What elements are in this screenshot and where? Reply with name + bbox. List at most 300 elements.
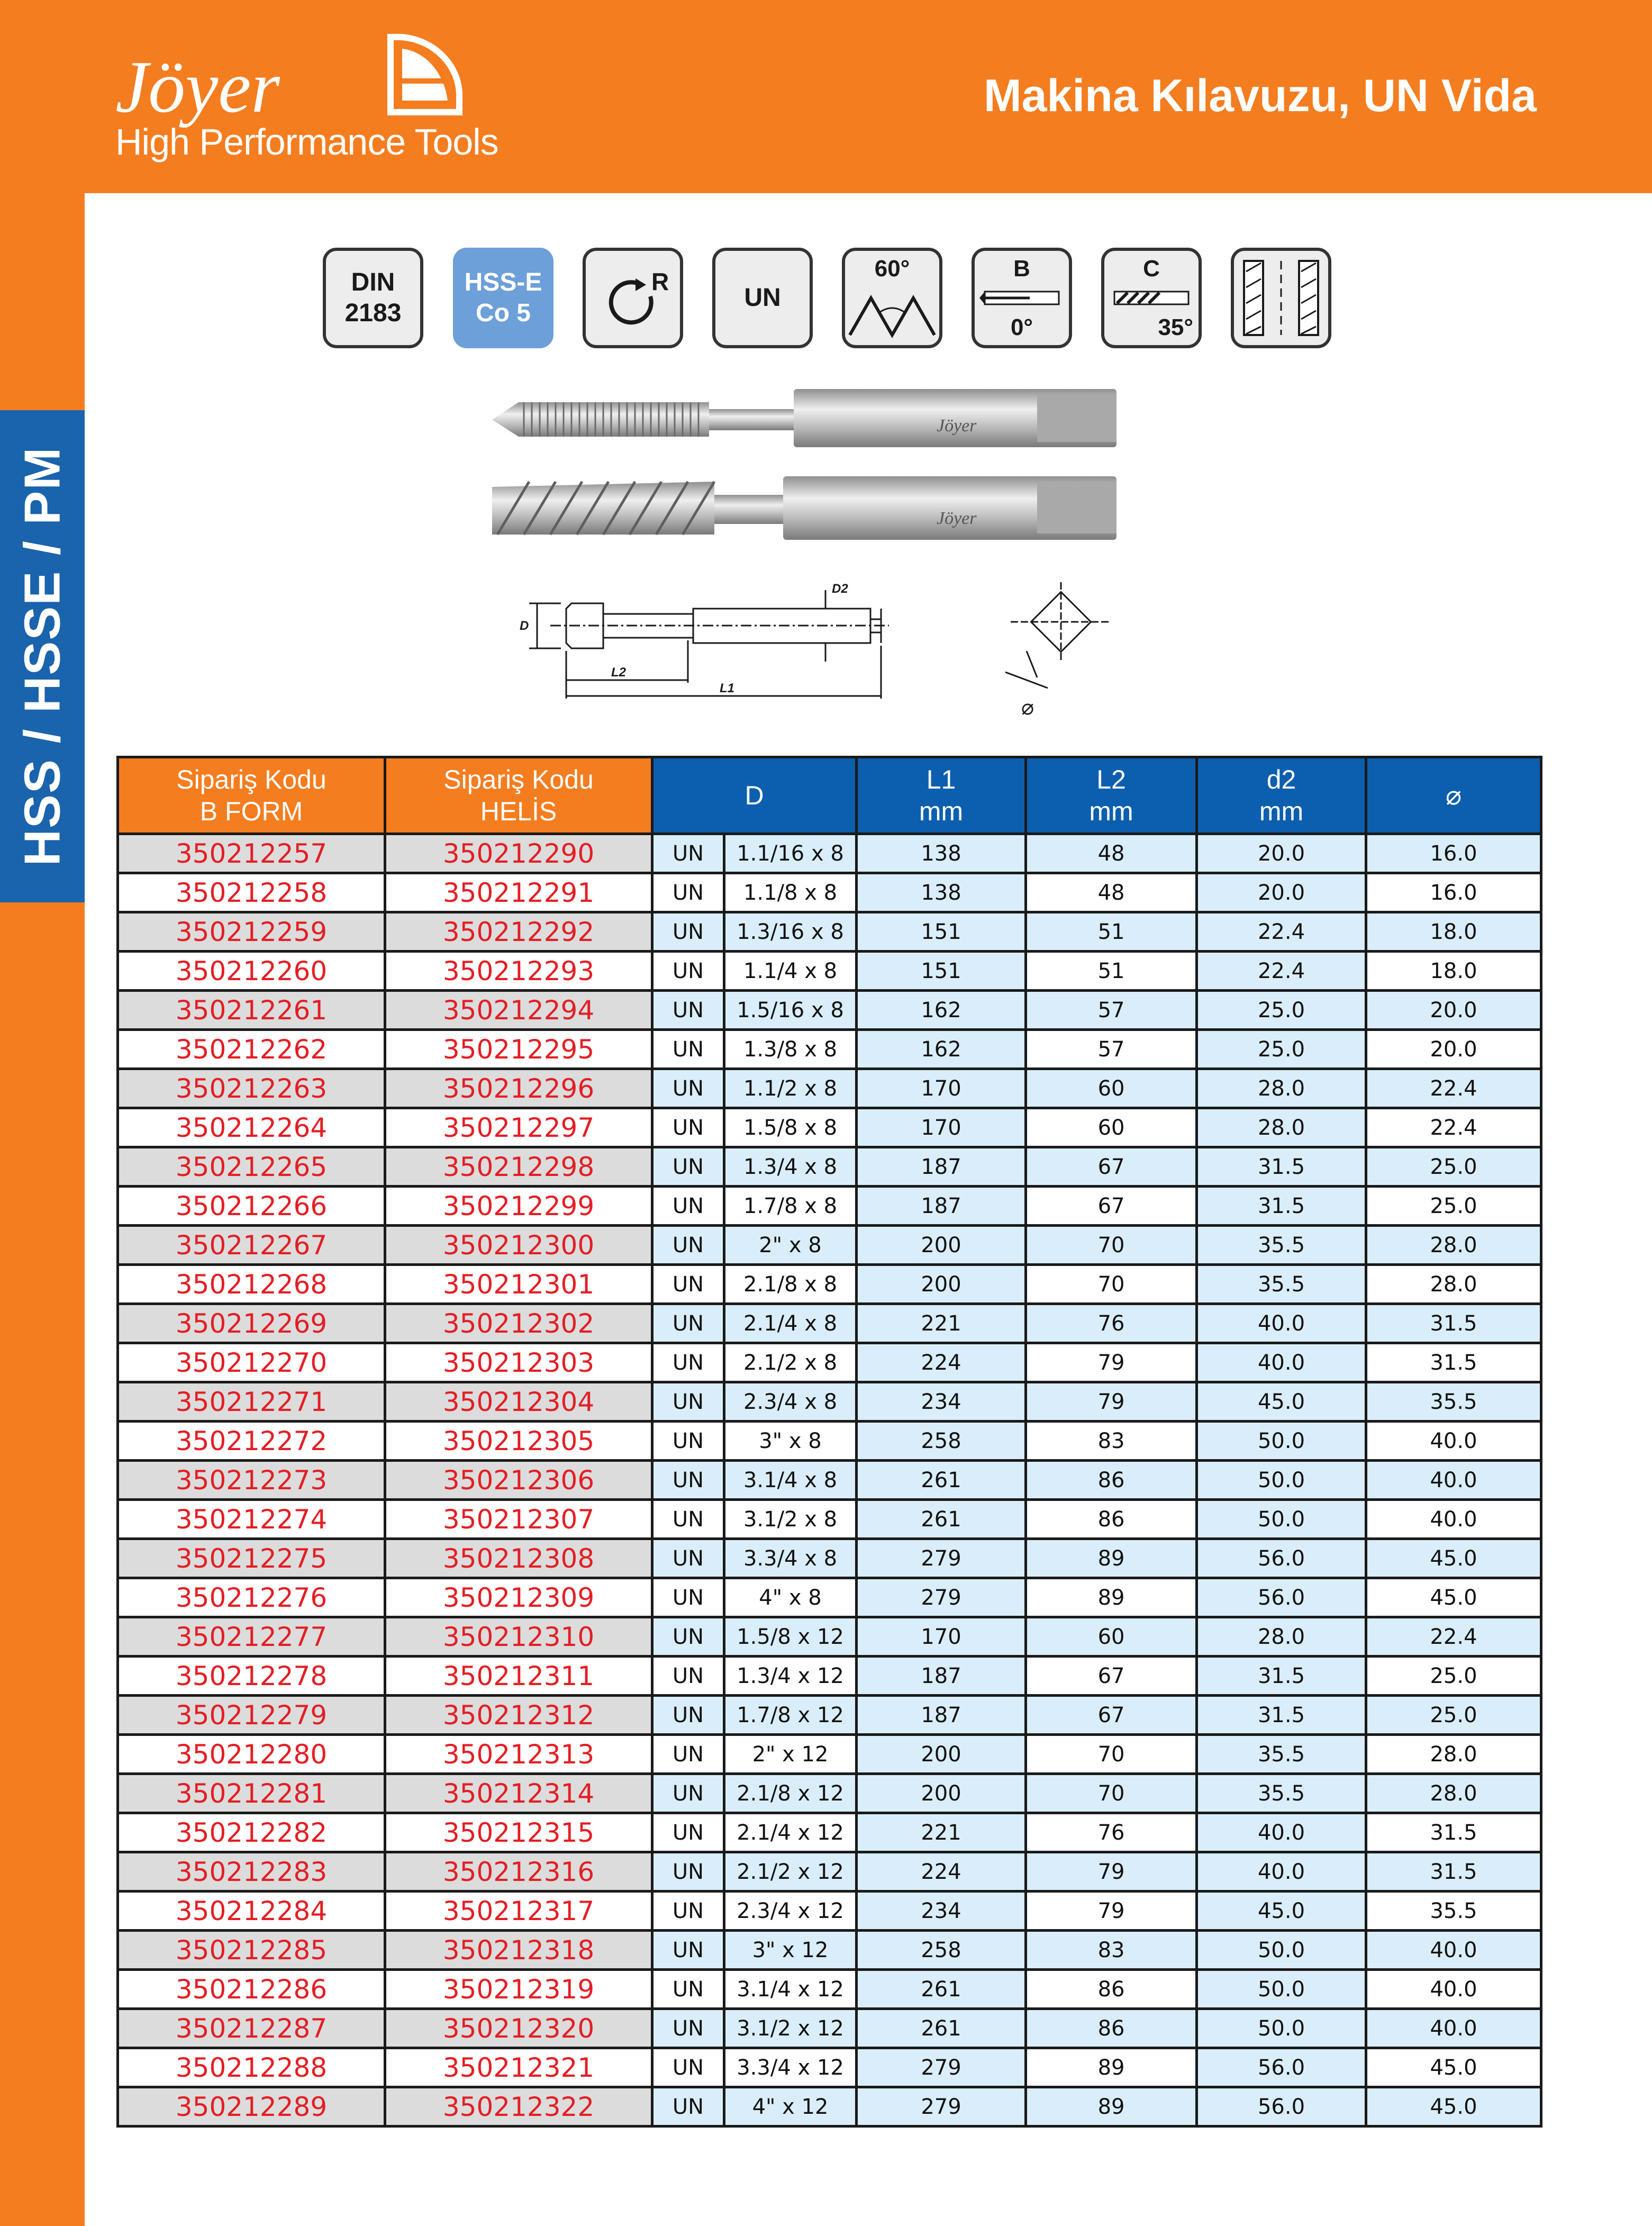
code-b-cell: 350212265: [118, 1147, 385, 1187]
material-hsse-icon: HSS-E Co 5: [453, 248, 553, 348]
thread-type-cell: UN: [652, 952, 724, 991]
table-row: [118, 1696, 1541, 1735]
l2-cell: 89: [1026, 2048, 1197, 2087]
thread-size-cell: 3.3/4 x 8: [724, 1539, 857, 1578]
square-cell: 25.0: [1366, 1187, 1541, 1226]
square-cell: 31.5: [1366, 1813, 1541, 1852]
code-b-cell: 350212259: [118, 912, 385, 952]
thread-size-cell: 2" x 8: [724, 1226, 857, 1265]
l2-cell: 86: [1026, 1970, 1197, 2009]
square-cell: 40.0: [1366, 1931, 1541, 1970]
code-b-cell: 350212269: [118, 1304, 385, 1343]
code-helis-cell: 350212313: [385, 1735, 652, 1774]
code-helis-cell: 350212291: [385, 873, 652, 912]
square-cell: 31.5: [1366, 1343, 1541, 1382]
thread-type-cell: UN: [652, 1265, 724, 1304]
code-b-cell: 350212280: [118, 1735, 385, 1774]
code-b-cell: 350212288: [118, 2048, 385, 2087]
table-row: [118, 2048, 1541, 2087]
code-helis-cell: 350212302: [385, 1304, 652, 1343]
d2-cell: 31.5: [1197, 1696, 1366, 1735]
col-header-l1: L1 mm: [857, 757, 1026, 834]
thread-size-cell: 2.1/2 x 8: [724, 1343, 857, 1382]
square-cell: 31.5: [1366, 1304, 1541, 1343]
code-helis-cell: 350212298: [385, 1147, 652, 1187]
code-helis-cell: 350212320: [385, 2009, 652, 2048]
thread-type-cell: UN: [652, 1970, 724, 2009]
thread-type-cell: UN: [652, 912, 724, 952]
code-b-cell: 350212281: [118, 1774, 385, 1813]
l1-cell: 200: [857, 1265, 1026, 1304]
tool-illustration: [487, 378, 1175, 548]
thread-type-cell: UN: [652, 1892, 724, 1931]
code-helis-cell: 350212308: [385, 1539, 652, 1578]
technical-drawing: [508, 577, 1159, 725]
l1-cell: 279: [857, 1578, 1026, 1617]
square-cell: 20.0: [1366, 1030, 1541, 1069]
l1-cell: 224: [857, 1343, 1026, 1382]
code-b-cell: 350212266: [118, 1187, 385, 1226]
l1-cell: 162: [857, 991, 1026, 1030]
d2-cell: 22.4: [1197, 912, 1366, 952]
d2-cell: 35.5: [1197, 1265, 1366, 1304]
thread-type-cell: UN: [652, 1696, 724, 1735]
spec-table: [116, 756, 1542, 2128]
square-cell: 25.0: [1366, 1147, 1541, 1187]
thread-size-cell: 2.1/8 x 12: [724, 1774, 857, 1813]
page-title: Makina Kılavuzu, UN Vida: [983, 70, 1537, 121]
thread-size-cell: 1.7/8 x 12: [724, 1696, 857, 1735]
code-b-cell: 350212279: [118, 1696, 385, 1735]
l2-cell: 70: [1026, 1265, 1197, 1304]
code-b-cell: 350212283: [118, 1852, 385, 1892]
thread-size-cell: 2.1/8 x 8: [724, 1265, 857, 1304]
table-row: [118, 1461, 1541, 1500]
table-row: [118, 1304, 1541, 1343]
code-helis-cell: 350212316: [385, 1852, 652, 1892]
table-row: [118, 1813, 1541, 1852]
thread-type-cell: UN: [652, 1539, 724, 1578]
code-b-cell: 350212282: [118, 1813, 385, 1852]
table-row: [118, 1500, 1541, 1539]
d2-cell: 56.0: [1197, 2087, 1366, 2127]
d2-cell: 45.0: [1197, 1892, 1366, 1931]
square-cell: 25.0: [1366, 1657, 1541, 1696]
col-header-d: D: [652, 757, 857, 834]
l1-cell: 151: [857, 952, 1026, 991]
table-row: [118, 1539, 1541, 1578]
d2-cell: 40.0: [1197, 1813, 1366, 1852]
square-cell: 40.0: [1366, 1500, 1541, 1539]
d2-cell: 22.4: [1197, 952, 1366, 991]
code-helis-cell: 350212307: [385, 1500, 652, 1539]
table-row: [118, 1774, 1541, 1813]
l1-cell: 200: [857, 1735, 1026, 1774]
thread-size-cell: 2" x 12: [724, 1735, 857, 1774]
l2-cell: 67: [1026, 1696, 1197, 1735]
thread-size-cell: 2.3/4 x 12: [724, 1892, 857, 1931]
table-row: [118, 1265, 1541, 1304]
thread-type-cell: UN: [652, 2009, 724, 2048]
thread-size-cell: 2.1/2 x 12: [724, 1852, 857, 1892]
l1-cell: 234: [857, 1382, 1026, 1422]
l1-cell: 258: [857, 1931, 1026, 1970]
thread-type-cell: UN: [652, 1735, 724, 1774]
l1-cell: 279: [857, 2048, 1026, 2087]
l2-cell: 67: [1026, 1187, 1197, 1226]
l2-cell: 60: [1026, 1069, 1197, 1108]
code-helis-cell: 350212300: [385, 1226, 652, 1265]
d2-cell: 50.0: [1197, 1461, 1366, 1500]
svg-text:D2: D2: [832, 582, 848, 596]
code-b-cell: 350212289: [118, 2087, 385, 2127]
l2-cell: 70: [1026, 1735, 1197, 1774]
code-helis-cell: 350212314: [385, 1774, 652, 1813]
square-cell: 20.0: [1366, 991, 1541, 1030]
thread-type-cell: UN: [652, 991, 724, 1030]
code-b-cell: 350212286: [118, 1970, 385, 2009]
side-category-label: HSS / HSSE / PM: [14, 446, 70, 866]
square-cell: 40.0: [1366, 1461, 1541, 1500]
thread-type-cell: UN: [652, 1187, 724, 1226]
l2-cell: 60: [1026, 1617, 1197, 1657]
l2-cell: 86: [1026, 1461, 1197, 1500]
l2-cell: 83: [1026, 1422, 1197, 1461]
table-row: [118, 1343, 1541, 1382]
code-helis-cell: 350212315: [385, 1813, 652, 1852]
code-b-cell: 350212270: [118, 1343, 385, 1382]
l1-cell: 187: [857, 1147, 1026, 1187]
thread-type-cell: UN: [652, 1304, 724, 1343]
code-b-cell: 350212285: [118, 1931, 385, 1970]
thread-type-cell: UN: [652, 1578, 724, 1617]
thread-size-cell: 3.1/2 x 8: [724, 1500, 857, 1539]
thread-type-cell: UN: [652, 1382, 724, 1422]
l1-cell: 170: [857, 1108, 1026, 1147]
l1-cell: 221: [857, 1813, 1026, 1852]
square-cell: 45.0: [1366, 1539, 1541, 1578]
d2-cell: 56.0: [1197, 1539, 1366, 1578]
thread-size-cell: 1.3/8 x 8: [724, 1030, 857, 1069]
thread-type-cell: UN: [652, 1774, 724, 1813]
code-b-cell: 350212264: [118, 1108, 385, 1147]
d2-cell: 20.0: [1197, 873, 1366, 912]
spiral-flute-tap-photo: [492, 476, 1117, 540]
code-b-cell: 350212257: [118, 834, 385, 873]
code-helis-cell: 350212310: [385, 1617, 652, 1657]
code-helis-cell: 350212293: [385, 952, 652, 991]
table-row: [118, 2087, 1541, 2127]
spiral-flute-tap-icon: [1109, 282, 1194, 314]
code-helis-cell: 350212306: [385, 1461, 652, 1500]
d2-cell: 35.5: [1197, 1774, 1366, 1813]
thread-type-cell: UN: [652, 1500, 724, 1539]
square-cell: 40.0: [1366, 2009, 1541, 2048]
code-b-cell: 350212274: [118, 1500, 385, 1539]
table-row: [118, 1108, 1541, 1147]
code-b-cell: 350212267: [118, 1226, 385, 1265]
svg-text:D: D: [520, 619, 529, 633]
d2-cell: 25.0: [1197, 991, 1366, 1030]
code-b-cell: 350212262: [118, 1030, 385, 1069]
code-helis-cell: 350212290: [385, 834, 652, 873]
table-row: [118, 952, 1541, 991]
code-b-cell: 350212276: [118, 1578, 385, 1617]
thread-size-cell: 1.5/8 x 12: [724, 1617, 857, 1657]
code-b-cell: 350212275: [118, 1539, 385, 1578]
l1-cell: 261: [857, 2009, 1026, 2048]
code-helis-cell: 350212318: [385, 1931, 652, 1970]
thread-size-cell: 1.3/4 x 8: [724, 1147, 857, 1187]
thread-type-cell: UN: [652, 1657, 724, 1696]
table-row: [118, 1892, 1541, 1931]
l2-cell: 89: [1026, 2087, 1197, 2127]
d2-cell: 50.0: [1197, 1422, 1366, 1461]
l1-cell: 258: [857, 1422, 1026, 1461]
table-row: [118, 1226, 1541, 1265]
svg-text:Jöyer: Jöyer: [937, 416, 977, 436]
square-cell: 22.4: [1366, 1108, 1541, 1147]
square-cell: 22.4: [1366, 1069, 1541, 1108]
form-c-icon: C 35°: [1101, 248, 1202, 348]
square-cell: 35.5: [1366, 1892, 1541, 1931]
code-b-cell: 350212278: [118, 1657, 385, 1696]
l2-cell: 79: [1026, 1382, 1197, 1422]
table-row: [118, 1069, 1541, 1108]
l1-cell: 138: [857, 834, 1026, 873]
thread-size-cell: 1.3/16 x 8: [724, 912, 857, 952]
side-category-tab: [0, 410, 85, 902]
svg-text:⌀: ⌀: [1021, 695, 1034, 720]
table-row: [118, 1382, 1541, 1422]
square-cell: 28.0: [1366, 1735, 1541, 1774]
l2-cell: 86: [1026, 2009, 1197, 2048]
l1-cell: 261: [857, 1461, 1026, 1500]
straight-flute-tap-icon: [979, 282, 1064, 314]
code-helis-cell: 350212311: [385, 1657, 652, 1696]
code-b-cell: 350212287: [118, 2009, 385, 2048]
l1-cell: 279: [857, 1539, 1026, 1578]
l1-cell: 187: [857, 1657, 1026, 1696]
thread-type-cell: UN: [652, 1617, 724, 1657]
l1-cell: 170: [857, 1069, 1026, 1108]
thread-size-cell: 1.3/4 x 12: [724, 1657, 857, 1696]
code-helis-cell: 350212303: [385, 1343, 652, 1382]
thread-type-cell: UN: [652, 1030, 724, 1069]
l1-cell: 224: [857, 1852, 1026, 1892]
d2-cell: 50.0: [1197, 1500, 1366, 1539]
brand-logo-text: Jöyer: [115, 46, 280, 128]
d2-cell: 50.0: [1197, 1931, 1366, 1970]
table-row: [118, 1852, 1541, 1892]
d2-cell: 28.0: [1197, 1108, 1366, 1147]
din-standard-icon: DIN 2183: [323, 248, 423, 348]
l2-cell: 57: [1026, 1030, 1197, 1069]
l2-cell: 51: [1026, 952, 1197, 991]
straight-flute-tap-photo: [492, 389, 1117, 447]
brand-logo-icon: [385, 33, 465, 117]
table-header-row: [118, 757, 1541, 834]
l1-cell: 221: [857, 1304, 1026, 1343]
thread-size-cell: 2.1/4 x 12: [724, 1813, 857, 1852]
d2-cell: 56.0: [1197, 2048, 1366, 2087]
thread-type-cell: UN: [652, 1343, 724, 1382]
code-helis-cell: 350212305: [385, 1422, 652, 1461]
d2-cell: 31.5: [1197, 1657, 1366, 1696]
d2-cell: 50.0: [1197, 1970, 1366, 2009]
square-cell: 16.0: [1366, 834, 1541, 873]
l2-cell: 70: [1026, 1226, 1197, 1265]
thread-size-cell: 3" x 12: [724, 1931, 857, 1970]
table-row: [118, 873, 1541, 912]
d2-cell: 28.0: [1197, 1069, 1366, 1108]
code-helis-cell: 350212292: [385, 912, 652, 952]
thread-size-cell: 1.1/8 x 8: [724, 873, 857, 912]
code-b-cell: 350212277: [118, 1617, 385, 1657]
square-cell: 18.0: [1366, 912, 1541, 952]
l2-cell: 79: [1026, 1892, 1197, 1931]
table-row: [118, 1187, 1541, 1226]
square-cell: 31.5: [1366, 1852, 1541, 1892]
l2-cell: 48: [1026, 834, 1197, 873]
l2-cell: 76: [1026, 1813, 1197, 1852]
table-row: [118, 834, 1541, 873]
thread-size-cell: 2.1/4 x 8: [724, 1304, 857, 1343]
l1-cell: 151: [857, 912, 1026, 952]
thread-type-cell: UN: [652, 1108, 724, 1147]
thread-size-cell: 2.3/4 x 8: [724, 1382, 857, 1422]
table-row: [118, 1931, 1541, 1970]
l2-cell: 51: [1026, 912, 1197, 952]
code-helis-cell: 350212301: [385, 1265, 652, 1304]
thread-size-cell: 1.1/16 x 8: [724, 834, 857, 873]
l2-cell: 67: [1026, 1657, 1197, 1696]
table-row: [118, 1030, 1541, 1069]
thread-size-cell: 4" x 12: [724, 2087, 857, 2127]
svg-text:L2: L2: [611, 665, 627, 680]
l2-cell: 83: [1026, 1931, 1197, 1970]
square-cell: 16.0: [1366, 873, 1541, 912]
code-helis-cell: 350212321: [385, 2048, 652, 2087]
code-b-cell: 350212272: [118, 1422, 385, 1461]
table-row: [118, 1147, 1541, 1187]
thread-type-cell: UN: [652, 1069, 724, 1108]
table-row: [118, 1422, 1541, 1461]
code-helis-cell: 350212294: [385, 991, 652, 1030]
thread-type-cell: UN: [652, 873, 724, 912]
d2-cell: 40.0: [1197, 1852, 1366, 1892]
d2-cell: 25.0: [1197, 1030, 1366, 1069]
thread-type-cell: UN: [652, 1931, 724, 1970]
col-header-square: ⌀: [1366, 757, 1541, 834]
table-row: [118, 1735, 1541, 1774]
square-cell: 40.0: [1366, 1970, 1541, 2009]
thread-size-cell: 1.5/16 x 8: [724, 991, 857, 1030]
table-row: [118, 1657, 1541, 1696]
code-b-cell: 350212263: [118, 1069, 385, 1108]
l1-cell: 138: [857, 873, 1026, 912]
code-b-cell: 350212260: [118, 952, 385, 991]
l2-cell: 70: [1026, 1774, 1197, 1813]
thread-type-cell: UN: [652, 1147, 724, 1187]
d2-cell: 35.5: [1197, 1226, 1366, 1265]
table-row: [118, 991, 1541, 1030]
l2-cell: 89: [1026, 1578, 1197, 1617]
thread-size-cell: 3.1/4 x 8: [724, 1461, 857, 1500]
code-helis-cell: 350212309: [385, 1578, 652, 1617]
table-row: [118, 912, 1541, 952]
code-helis-cell: 350212297: [385, 1108, 652, 1147]
col-header-d2: d2 mm: [1197, 757, 1366, 834]
right-hand-rotation-icon: [583, 248, 683, 348]
code-helis-cell: 350212304: [385, 1382, 652, 1422]
code-b-cell: 350212284: [118, 1892, 385, 1931]
svg-text:Jöyer: Jöyer: [937, 509, 977, 528]
code-b-cell: 350212271: [118, 1382, 385, 1422]
thread-type-icon: UN: [712, 248, 813, 348]
square-cell: 45.0: [1366, 1578, 1541, 1617]
code-b-cell: 350212261: [118, 991, 385, 1030]
square-cell: 18.0: [1366, 952, 1541, 991]
l1-cell: 279: [857, 2087, 1026, 2127]
square-cell: 40.0: [1366, 1422, 1541, 1461]
code-b-cell: 350212258: [118, 873, 385, 912]
l1-cell: 261: [857, 1500, 1026, 1539]
l2-cell: 57: [1026, 991, 1197, 1030]
l2-cell: 86: [1026, 1500, 1197, 1539]
thread-size-cell: 3.1/4 x 12: [724, 1970, 857, 2009]
d2-cell: 31.5: [1197, 1147, 1366, 1187]
thread-size-cell: 3.1/2 x 12: [724, 2009, 857, 2048]
d2-cell: 40.0: [1197, 1343, 1366, 1382]
l1-cell: 187: [857, 1187, 1026, 1226]
l1-cell: 234: [857, 1892, 1026, 1931]
d2-cell: 50.0: [1197, 2009, 1366, 2048]
code-helis-cell: 350212299: [385, 1187, 652, 1226]
d2-cell: 56.0: [1197, 1578, 1366, 1617]
thread-size-cell: 1.1/4 x 8: [724, 952, 857, 991]
table-row: [118, 1617, 1541, 1657]
code-helis-cell: 350212322: [385, 2087, 652, 2127]
svg-text:R: R: [651, 268, 669, 295]
header-banner: [0, 0, 1652, 193]
d2-cell: 40.0: [1197, 1304, 1366, 1343]
l2-cell: 79: [1026, 1852, 1197, 1892]
hole-section-icon: [1239, 256, 1323, 340]
brand-tagline: High Performance Tools: [115, 121, 498, 162]
d2-cell: 45.0: [1197, 1382, 1366, 1422]
thread-size-cell: 1.5/8 x 8: [724, 1108, 857, 1147]
d2-cell: 20.0: [1197, 834, 1366, 873]
square-cell: 22.4: [1366, 1617, 1541, 1657]
code-helis-cell: 350212317: [385, 1892, 652, 1931]
square-cell: 28.0: [1366, 1774, 1541, 1813]
d2-cell: 31.5: [1197, 1187, 1366, 1226]
l1-cell: 162: [857, 1030, 1026, 1069]
thread-type-cell: UN: [652, 1461, 724, 1500]
l1-cell: 261: [857, 1970, 1026, 2009]
table-row: [118, 2009, 1541, 2048]
square-cell: 25.0: [1366, 1696, 1541, 1735]
col-header-code-helis: Sipariş Kodu HELİS: [385, 757, 652, 834]
thread-size-cell: 1.1/2 x 8: [724, 1069, 857, 1108]
thread-size-cell: 3.3/4 x 12: [724, 2048, 857, 2087]
thread-profile-icon: [847, 282, 937, 340]
square-cell: 45.0: [1366, 2087, 1541, 2127]
l2-cell: 48: [1026, 873, 1197, 912]
svg-text:L1: L1: [720, 681, 735, 695]
table-row: [118, 1970, 1541, 2009]
